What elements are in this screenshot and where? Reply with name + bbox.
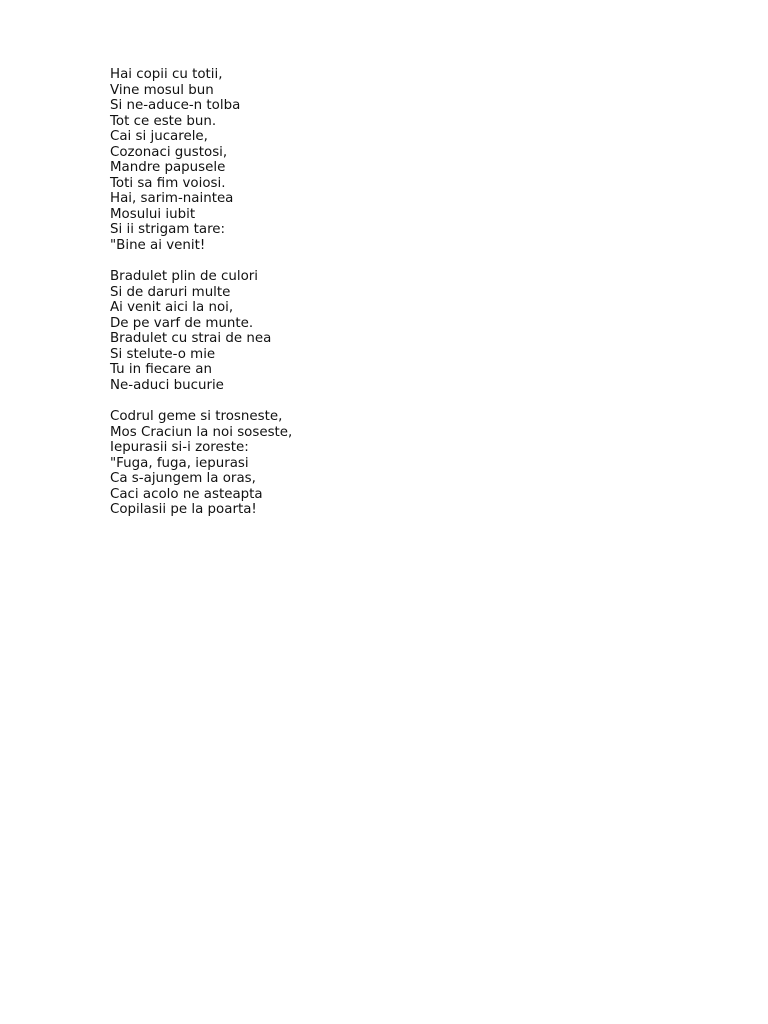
poem-line: Hai, sarim-naintea <box>110 191 234 207</box>
poem-line: Vine mosul bun <box>110 82 214 98</box>
poem-line: Codrul geme si trosneste, <box>110 409 283 425</box>
poem-line: Toti sa fim voiosi. <box>110 175 226 191</box>
poem-line: Ca s-ajungem la oras, <box>110 471 256 487</box>
poem-line: Hai copii cu totii, <box>110 67 223 82</box>
poem-text <box>110 67 292 518</box>
stanza-3 <box>110 409 292 518</box>
poem-line: Iepurasii si-i zoreste: <box>110 440 249 456</box>
poem-line: Caci acolo ne asteapta <box>110 486 263 502</box>
poem-line: Mosului iubit <box>110 206 196 222</box>
poem-line: De pe varf de munte. <box>110 315 254 331</box>
poem-line: Si stelute-o mie <box>110 346 216 362</box>
poem-line: Si ne-aduce-n tolba <box>110 98 241 114</box>
poem-line: "Fuga, fuga, iepurasi <box>110 455 249 471</box>
poem-line: Si ii strigam tare: <box>110 222 226 238</box>
poem-line: Bradulet cu strai de nea <box>110 331 272 347</box>
poem-line: Ne-aduci bucurie <box>110 377 224 393</box>
stanza-1 <box>110 67 292 254</box>
poem-line: Cai si jucarele, <box>110 129 208 145</box>
poem-line: Ai venit aici la noi, <box>110 300 234 316</box>
poem-line: Mos Craciun la noi soseste, <box>110 424 293 440</box>
poem-line: Bradulet plin de culori <box>110 269 259 285</box>
stanza-2 <box>110 269 292 393</box>
poem-line: Mandre papusele <box>110 160 226 176</box>
poem-line: Tu in fiecare an <box>110 362 212 378</box>
poem-line: Copilasii pe la poarta! <box>110 502 257 518</box>
poem-line: "Bine ai venit! <box>110 238 206 254</box>
poem-line: Si de daruri multe <box>110 284 231 300</box>
poem-line: Cozonaci gustosi, <box>110 144 228 160</box>
poem-line: Tot ce este bun. <box>110 113 217 129</box>
